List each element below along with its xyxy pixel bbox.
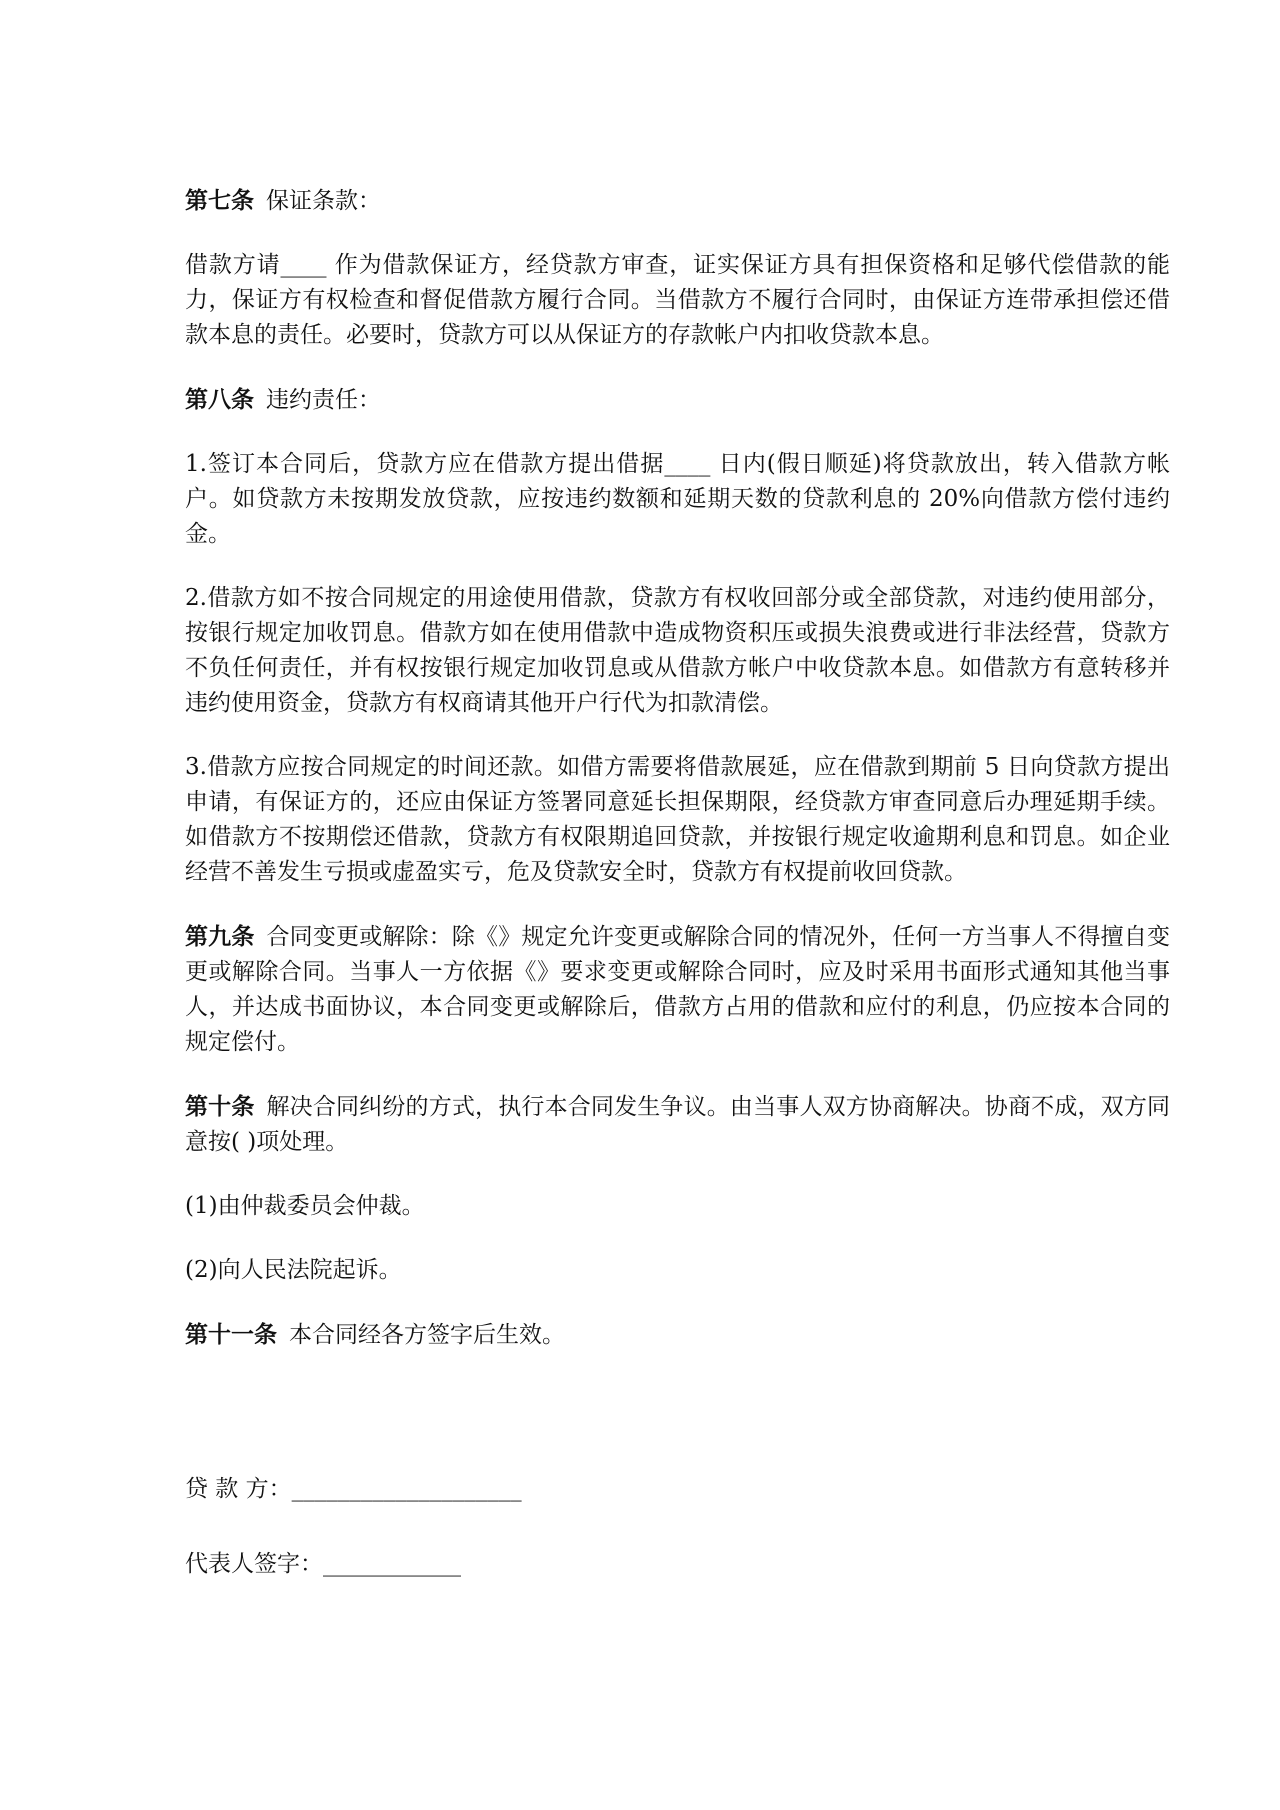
article-7-heading-line bbox=[185, 183, 1170, 219]
article-heading: 第十条 bbox=[185, 1093, 255, 1120]
breach-clause-2 bbox=[185, 581, 1170, 721]
representative-signature-line: 代表人签字：____________ bbox=[185, 1551, 461, 1577]
paragraph-text: 1.签订本合同后，贷款方应在借款方提出借据____ 日内(假日顺延)将贷款放出，转入借款方帐户。如贷款方未按期发放贷款，应按违约数额和延期天数的贷款利息的 20%向借款方偿付违约金。 bbox=[185, 451, 1170, 547]
article-heading: 第九条 bbox=[185, 923, 255, 950]
guarantee-paragraph bbox=[185, 248, 1170, 353]
breach-clause-3 bbox=[185, 750, 1170, 890]
breach-clause-1 bbox=[185, 447, 1170, 552]
article-text: 合同变更或解除：除《》规定允许变更或解除合同的情况外，任何一方当事人不得擅自变更或解除合同。当事人一方依据《》要求变更或解除合同时，应及时采用书面形式通知其他当事人，并达成书面协议，本合同变更或解除后，借款方占用的借款和应付的利息，仍应按本合同的规定偿付。 bbox=[185, 924, 1171, 1055]
article-heading: 第七条 bbox=[185, 187, 254, 214]
contract-body bbox=[185, 183, 1170, 1382]
article-11 bbox=[185, 1317, 1170, 1353]
article-10 bbox=[185, 1089, 1170, 1160]
paragraph-text: (1)由仲裁委员会仲裁。 bbox=[185, 1193, 425, 1219]
article-text: 保证条款： bbox=[266, 188, 381, 214]
article-text: 解决合同纠纷的方式，执行本合同发生争议。由当事人双方协商解决。协商不成，双方同意按( )项处理。 bbox=[185, 1094, 1171, 1155]
lender-signature-line: 贷 款 方：____________________ bbox=[185, 1476, 522, 1502]
article-heading: 第八条 bbox=[185, 386, 254, 413]
signature-area bbox=[185, 1472, 522, 1622]
paragraph-text: 借款方请____ 作为借款保证方，经贷款方审查，证实保证方具有担保资格和足够代偿借款的能力，保证方有权检查和督促借款方履行合同。当借款方不履行合同时，由保证方连带承担偿还借款本息的责任。必要时，贷款方可以从保证方的存款帐户内扣收贷款本息。 bbox=[185, 252, 1170, 348]
article-8-heading-line bbox=[185, 382, 1170, 418]
paragraph-text: (2)向人民法院起诉。 bbox=[185, 1257, 402, 1283]
article-9 bbox=[185, 919, 1170, 1060]
dispute-option-1 bbox=[185, 1189, 1170, 1224]
article-text: 本合同经各方签字后生效。 bbox=[289, 1322, 565, 1348]
article-text: 违约责任： bbox=[266, 387, 381, 413]
paragraph-text: 3.借款方应按合同规定的时间还款。如借方需要将借款展延，应在借款到期前 5 日向贷款方提出申请，有保证方的，还应由保证方签署同意延长担保期限，经贷款方审查同意后办理延期手续。如借款方不按期偿还借款，贷款方有权限期追回贷款，并按银行规定收逾期利息和罚息。如企业经营不善发生亏损或虚盈实亏，危及贷款安全时，贷款方有权提前收回贷款。 bbox=[185, 754, 1170, 885]
article-heading: 第十一条 bbox=[185, 1321, 277, 1348]
dispute-option-2 bbox=[185, 1253, 1170, 1288]
paragraph-text: 2.借款方如不按合同规定的用途使用借款，贷款方有权收回部分或全部贷款，对违约使用部分，按银行规定加收罚息。借款方如在使用借款中造成物资积压或损失浪费或进行非法经营，贷款方不负任何责任，并有权按银行规定加收罚息或从借款方帐户中收贷款本息。如借款方有意转移并违约使用资金，贷款方有权商请其他开户行代为扣款清偿。 bbox=[185, 585, 1170, 716]
